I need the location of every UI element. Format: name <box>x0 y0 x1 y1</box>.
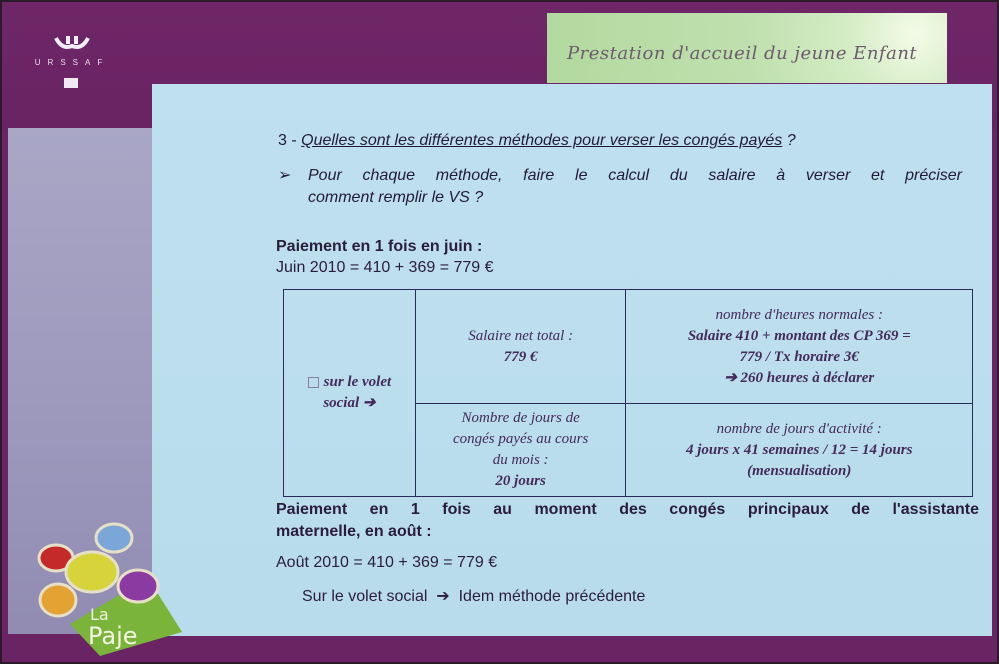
section2-title-line-2: maternelle, en août : <box>276 523 432 540</box>
activity-calc: 4 jours x 41 semaines / 12 = 14 jours <box>685 441 913 458</box>
urssaf-emblem-icon <box>22 34 122 60</box>
checkbox-icon <box>308 377 319 388</box>
la-paje-logo <box>30 516 190 658</box>
salary-cell <box>415 290 626 404</box>
right-arrow-icon: ➔ <box>431 588 455 605</box>
days-label-3: du mois : <box>492 452 549 468</box>
volet-social-cell <box>284 290 416 497</box>
urssaf-logo-text: URSSAF <box>34 58 110 67</box>
question-heading <box>278 132 796 150</box>
instruction-line-1: Pour chaque méthode, faire le calcul du salaire à verser et préciser <box>308 167 962 184</box>
hours-calc-2: 779 / Tx horaire 3€ <box>739 348 859 365</box>
days-value: 20 jours <box>495 473 546 489</box>
salary-value: 779 € <box>503 348 538 365</box>
volet-social-table <box>283 289 973 497</box>
paje-logo-paje: Paje <box>88 622 138 650</box>
right-arrow-icon: ➔ <box>724 369 737 386</box>
section2-note <box>302 586 645 606</box>
paje-logo-la: La <box>90 605 109 624</box>
arrow-bullet-icon: ➢ <box>278 167 292 184</box>
section2-title-line-1: Paiement en 1 fois au moment des congés principaux de l'assistante <box>276 501 979 518</box>
right-arrow-icon: ➔ <box>362 395 376 411</box>
activity-cell <box>626 404 973 497</box>
instruction-bullet <box>278 165 962 209</box>
section2-note-prefix: Sur le volet social <box>302 588 428 605</box>
hours-result: 260 heures à déclarer <box>740 369 875 386</box>
days-label-2: congés payés au cours <box>452 431 589 447</box>
section1-calc: Juin 2010 = 410 + 369 = 779 € <box>276 259 494 276</box>
paje-flower-icon <box>30 516 190 658</box>
header-banner <box>547 13 947 83</box>
volet-label-1: sur le volet <box>323 374 392 390</box>
activity-label: nombre de jours d'activité : <box>716 420 882 437</box>
hours-cell <box>626 290 973 404</box>
days-label-1: Nombre de jours de <box>461 410 580 426</box>
section2-calc: Août 2010 = 410 + 369 = 779 € <box>276 554 498 571</box>
urssaf-logo-box <box>64 78 78 88</box>
question-text: Quelles sont les différentes méthodes pour verser les congés payés <box>301 132 783 149</box>
salary-label: Salaire net total : <box>468 327 574 344</box>
section2-title <box>276 499 979 543</box>
volet-label-2: social <box>323 395 360 411</box>
activity-note: (mensualisation) <box>747 462 852 479</box>
header-title: Prestation d'accueil du jeune Enfant <box>567 43 918 64</box>
hours-calc-1: Salaire 410 + montant des CP 369 = <box>687 327 911 344</box>
question-number: 3 - <box>278 132 302 149</box>
section1-title: Paiement en 1 fois en juin : <box>276 238 483 255</box>
question-mark: ? <box>782 132 796 149</box>
urssaf-logo <box>22 34 122 94</box>
section2-note-suffix: Idem méthode précédente <box>458 588 646 605</box>
instruction-line-2: comment remplir le VS ? <box>308 189 484 206</box>
days-cell <box>415 404 626 497</box>
hours-label: nombre d'heures normales : <box>715 306 883 323</box>
